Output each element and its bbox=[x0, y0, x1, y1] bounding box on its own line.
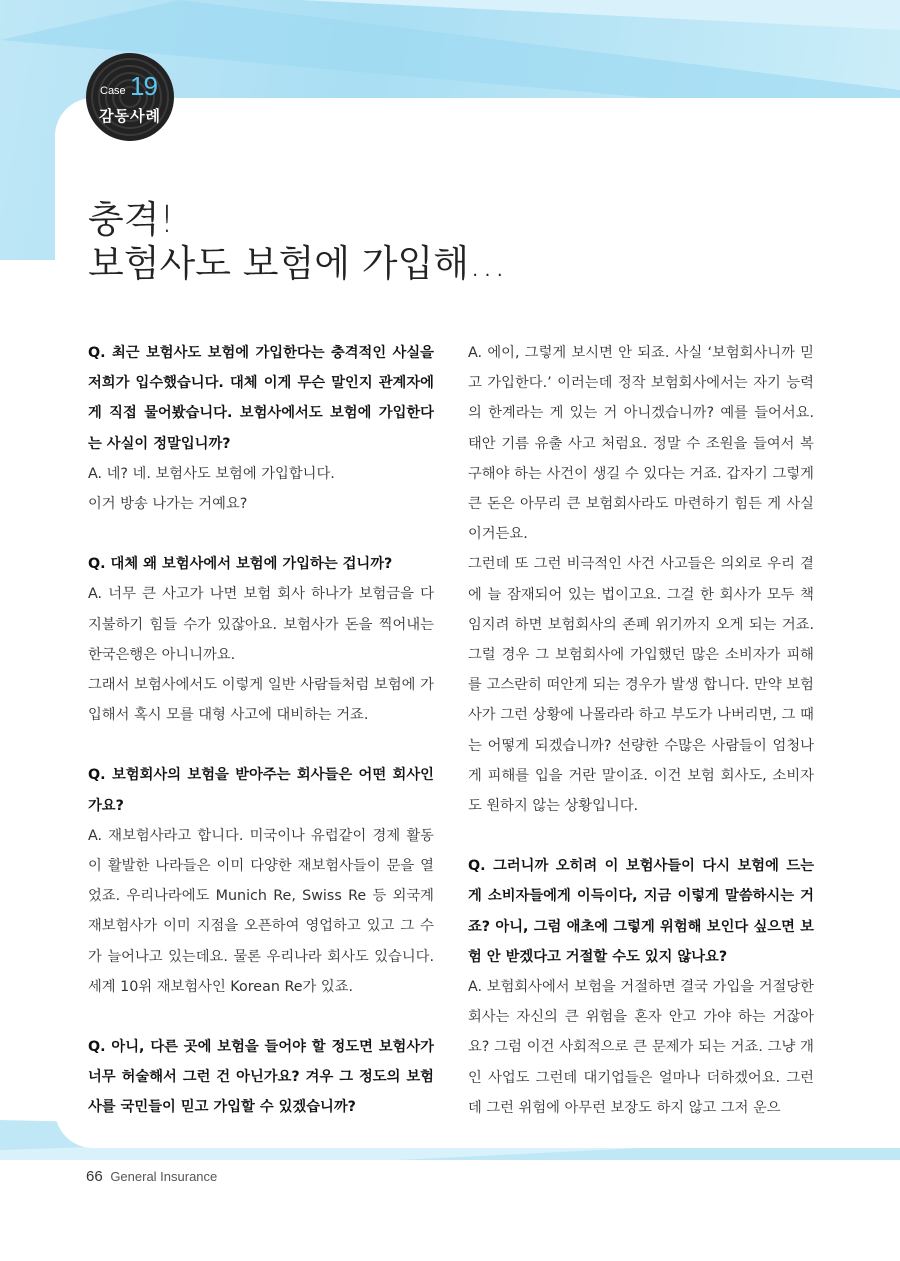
title-line-2: 보험사도 보험에 가입해… bbox=[88, 242, 506, 285]
page-number: 66 bbox=[86, 1168, 103, 1185]
answer-text: 그래서 보험사에서도 이렇게 일반 사람들처럼 보험에 가입해서 혹시 모를 대형 사고에 대비하는 거죠. bbox=[88, 677, 434, 724]
case-number: 19 bbox=[130, 71, 157, 101]
title-line-1: 충격! bbox=[88, 198, 175, 241]
paragraph-gap bbox=[88, 730, 434, 760]
case-badge bbox=[86, 53, 174, 141]
left-column bbox=[88, 338, 434, 1123]
page-footer bbox=[86, 1168, 217, 1185]
answer-text: A. 재보험사라고 합니다. 미국이나 유럽같이 경제 활동이 활발한 나라들은 이미 다양한 재보험사들이 문을 열었죠. 우리나라에도 Munich Re, Swiss Re 등 외국계 재보험사가 이미 지점을 오픈하여 영업하고 있고 그 수가 늘어나고 있는데요. 물론 우리나라 회사도 있습니다. 세계 10위 재보험사인 Korean Re가 있죠. bbox=[88, 827, 434, 995]
answer-text: A. 에이, 그렇게 보시면 안 되죠. 사실 ‘보험회사니까 믿고 가입한다.’ 이러는데 정작 보험회사에서는 자기 능력의 한계라는 게 있는 거 아니겠습니까? 예를 들어서요. 태안 기름 유출 사고 처럼요. 정말 수 조원을 들여서 복구해야 하는 사건이 생길 수 있다는 거죠. 갑자기 그렇게 큰 돈은 아무리 큰 보험회사라도 마련하기 힘든 게 사실이거든요. bbox=[468, 345, 814, 543]
answer-text: A. 너무 큰 사고가 나면 보험 회사 하나가 보험금을 다 지불하기 힘들 수가 있잖아요. 보험사가 돈을 찍어내는 한국은행은 아니니까요. bbox=[88, 586, 434, 663]
badge-label: 감동사례 bbox=[99, 107, 161, 125]
paragraph-gap bbox=[88, 519, 434, 549]
page-title bbox=[88, 198, 506, 286]
answer-text: A. 보험회사에서 보험을 거절하면 결국 가입을 거절당한 회사는 자신의 큰 위험을 혼자 안고 가야 하는 거잖아요? 그럼 이건 사회적으로 큰 문제가 되는 거죠. 그냥 개인 사업도 그런데 대기업들은 얼마나 더하겠어요. 그런데 그런 위험에 아무런 보장도 하지 않고 그저 운으 bbox=[468, 979, 814, 1116]
paragraph-gap bbox=[468, 821, 814, 851]
paragraph-gap bbox=[88, 1002, 434, 1032]
answer-text: 그런데 또 그런 비극적인 사건 사고들은 의외로 우리 곁에 늘 잠재되어 있는 법이고요. 그걸 한 회사가 모두 책임지려 하면 보험회사의 존폐 위기까지 오게 되는 거죠. 그럴 경우 그 보험회사에 가입했던 많은 소비자가 피해를 고스란히 떠안게 되는 경우가 발생 합니다. 만약 보험사가 그런 상황에 나몰라라 하고 부도가 나버리면, 그 때는 어떻게 되겠습니까? 선량한 수많은 사람들이 엄청나게 피해를 입을 거란 말이죠. 이건 보험 회사도, 소비자도 원하지 않는 상황입니다. bbox=[468, 556, 814, 815]
question-text: Q. 그러니까 오히려 이 보험사들이 다시 보험에 드는 게 소비자들에게 이득이다, 지금 이렇게 말씀하시는 거죠? 아니, 그럼 애초에 그렇게 위험해 보인다 싶으면 보험 안 받겠다고 거절할 수도 있지 않나요? bbox=[468, 858, 814, 965]
right-column bbox=[468, 338, 814, 1123]
question-text: Q. 아니, 다른 곳에 보험을 들어야 할 정도면 보험사가 너무 허술해서 그런 건 아닌가요? 겨우 그 정도의 보험사를 국민들이 믿고 가입할 수 있겠습니까? bbox=[88, 1039, 434, 1116]
section-name: General Insurance bbox=[110, 1169, 218, 1184]
case-label: Case bbox=[100, 85, 126, 97]
answer-text: 이거 방송 나가는 거예요? bbox=[88, 496, 248, 513]
question-text: Q. 보험회사의 보험을 받아주는 회사들은 어떤 회사인가요? bbox=[88, 767, 434, 814]
question-text: Q. 최근 보험사도 보험에 가입한다는 충격적인 사실을 저희가 입수했습니다. 대체 이게 무슨 말인지 관계자에게 직접 물어봤습니다. 보험사에서도 보험에 가입한다는 사실이 정말입니까? bbox=[88, 345, 434, 452]
answer-text: A. 네? 네. 보험사도 보험에 가입합니다. bbox=[88, 465, 335, 482]
question-text: Q. 대체 왜 보험사에서 보험에 가입하는 겁니까? bbox=[88, 556, 393, 573]
